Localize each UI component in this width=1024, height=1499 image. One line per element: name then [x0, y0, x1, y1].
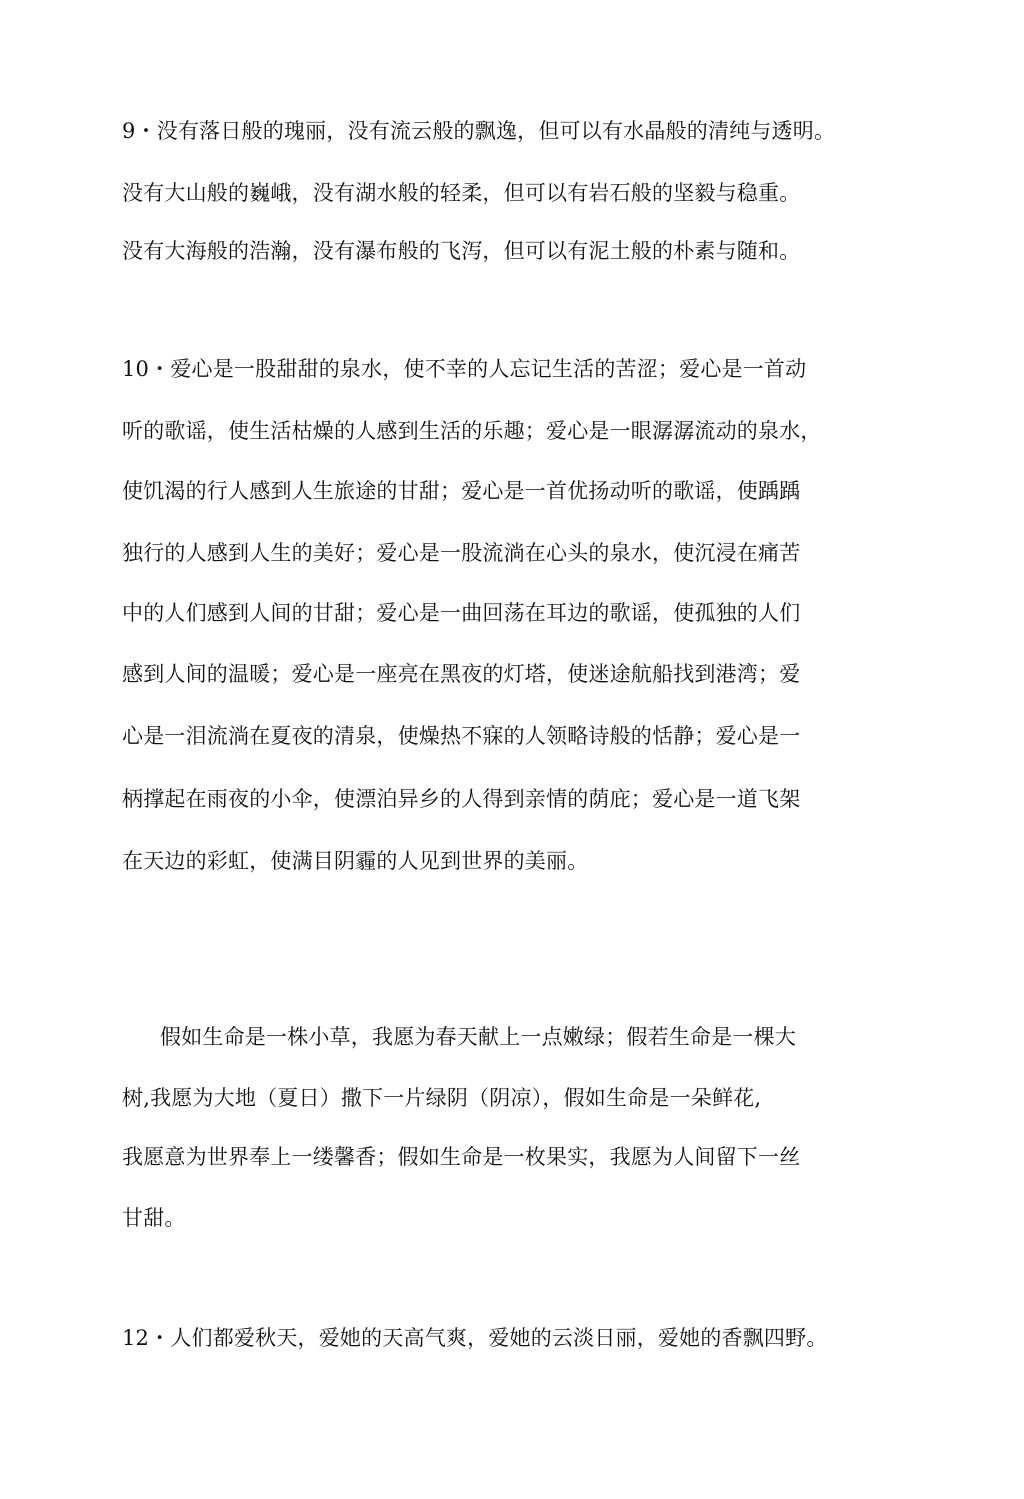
text-line: 10・爱心是一股甜甜的泉水，使不幸的人忘记生活的苦涩；爱心是一首动	[122, 357, 807, 381]
text-line: 甘甜。	[122, 1206, 186, 1230]
text-line: 听的歌谣，使生活枯燥的人感到生活的乐趣；爱心是一眼潺潺流动的泉水，	[122, 419, 822, 443]
text-line: 感到人间的温暖；爱心是一座亮在黑夜的灯塔，使迷途航船找到港湾；爱	[122, 662, 801, 686]
text-line: 我愿意为世界奉上一缕馨香；假如生命是一枚果实，我愿为人间留下一丝	[122, 1145, 801, 1169]
text-line: 没有大海般的浩瀚，没有瀑布般的飞泻，但可以有泥土般的朴素与随和。	[122, 239, 801, 263]
text-line: 没有大山般的巍峨，没有湖水般的轻柔，但可以有岩石般的坚毅与稳重。	[122, 181, 801, 205]
text-line: 柄撑起在雨夜的小伞，使漂泊异乡的人得到亲情的荫庇；爱心是一道飞架	[122, 787, 801, 811]
text-line: 使饥渴的行人感到人生旅途的甘甜；爱心是一首优扬动听的歌谣，使踽踽	[122, 479, 801, 503]
text-line: 12・人们都爱秋天，爱她的天高气爽，爱她的云淡日丽，爱她的香飘四野。	[122, 1326, 828, 1350]
text-line: 心是一泪流淌在夏夜的清泉，使燥热不寐的人领略诗般的恬静；爱心是一	[122, 724, 801, 748]
text-line: 独行的人感到人生的美好；爱心是一股流淌在心头的泉水，使沉浸在痛苦	[122, 541, 801, 565]
text-line: 假如生命是一株小草，我愿为春天献上一点嫩绿；假若生命是一棵大	[160, 1025, 796, 1049]
text-line: 树,我愿为大地（夏日）撒下一片绿阴（阴凉），假如生命是一朵鲜花,	[122, 1086, 762, 1110]
text-line: 9・没有落日般的瑰丽，没有流云般的飘逸，但可以有水晶般的清纯与透明。	[122, 119, 836, 143]
text-line: 在天边的彩虹，使满目阴霾的人见到世界的美丽。	[122, 849, 589, 873]
text-line: 中的人们感到人间的甘甜；爱心是一曲回荡在耳边的歌谣，使孤独的人们	[122, 601, 801, 625]
